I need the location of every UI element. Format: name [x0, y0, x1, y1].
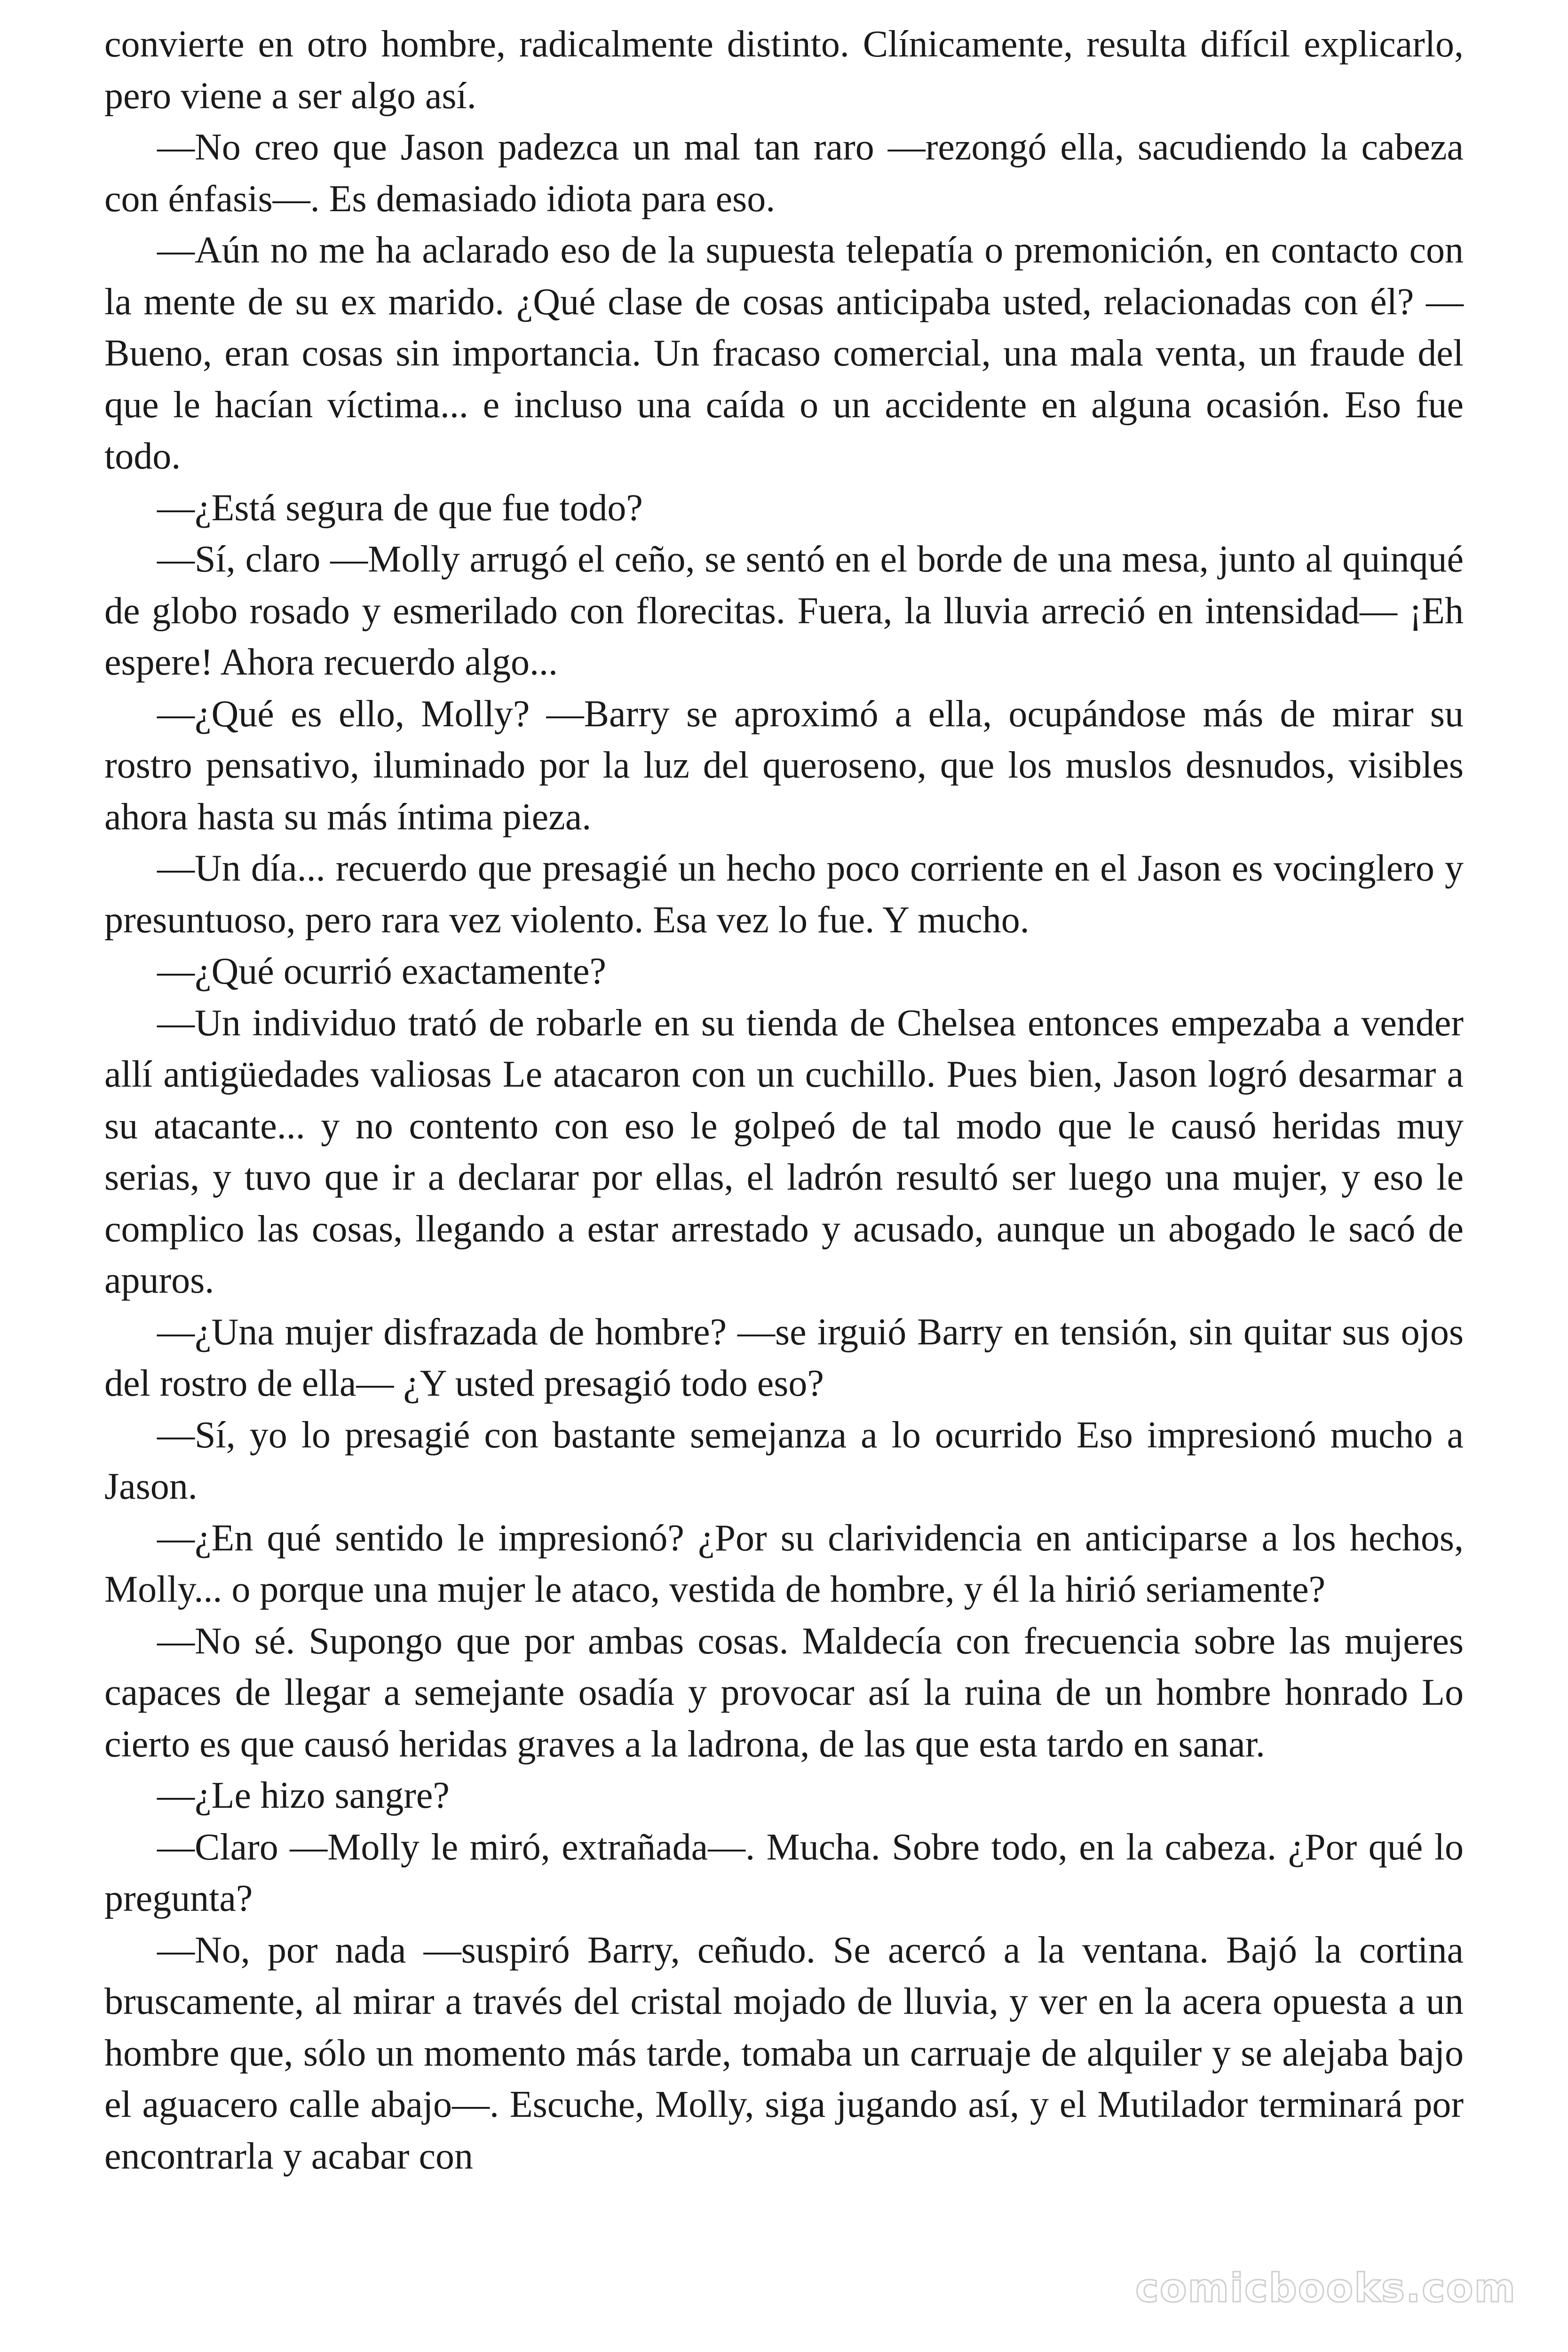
paragraph-5: —Sí, claro —Molly arrugó el ceño, se sentó en el borde de una mesa, junto al quinqué de globo rosado y esmerilado con florecitas. Fuera, la lluvia arreció en intensidad— ¡Eh espere! Ahora recuerdo algo...	[104, 539, 1464, 683]
paragraph-9: —Un individuo trató de robarle en su tienda de Chelsea entonces empezaba a vender allí antigüedades valiosas Le atacaron con un cuchillo. Pues bien, Jason logró desarmar a su atacante... y no contento con eso le golpeó de tal modo que le causó heridas muy serias, y tuvo que ir a declarar por ellas, el ladrón resultó ser luego una mujer, y eso le complico las cosas, llegando a estar arrestado y acusado, aunque un abogado le sacó de apuros.	[104, 1002, 1464, 1301]
paragraph-1: convierte en otro hombre, radicalmente distinto. Clínicamente, resulta difícil explicarlo, pero viene a ser algo así.	[104, 24, 1464, 117]
paragraph-12: —¿En qué sentido le impresionó? ¿Por su clarividencia en anticiparse a los hechos, Molly... o porque una mujer le ataco, vestida de hombre, y él la hirió seriamente?	[104, 1517, 1464, 1610]
paragraph-13: —No sé. Supongo que por ambas cosas. Maldecía con frecuencia sobre las mujeres capaces de llegar a semejante osadía y provocar así la ruina de un hombre honrado Lo cierto es que causó heridas graves a la ladrona, de las que esta tardo en sanar.	[104, 1620, 1464, 1765]
paragraph-2: —No creo que Jason padezca un mal tan raro —rezongó ella, sacudiendo la cabeza con énfasis—. Es demasiado idiota para eso.	[104, 127, 1464, 220]
watermark: comicbooks.com	[1135, 2265, 1516, 2311]
paragraph-14: —¿Le hizo sangre?	[157, 1775, 450, 1816]
paragraph-7: —Un día... recuerdo que presagié un hecho poco corriente en el Jason es vocinglero y presuntuoso, pero rara vez violento. Esa vez lo fue. Y mucho.	[104, 848, 1464, 941]
paragraph-11: —Sí, yo lo presagié con bastante semejanza a lo ocurrido Eso impresionó mucho a Jason.	[104, 1414, 1464, 1507]
paragraph-6: —¿Qué es ello, Molly? —Barry se aproximó a ella, ocupándose más de mirar su rostro pensativo, iluminado por la luz del queroseno, que los muslos desnudos, visibles ahora hasta su más íntima pieza.	[104, 693, 1464, 838]
paragraph-16: —No, por nada —suspiró Barry, ceñudo. Se acercó a la ventana. Bajó la cortina bruscamente, al mirar a través del cristal mojado de lluvia, y ver en la acera opuesta a un hombre que, sólo un momento más tarde, tomaba un carruaje de alquiler y se alejaba bajo el aguacero calle abajo—. Escuche, Molly, siga jugando así, y el Mutilador terminará por encontrarla y acabar con	[104, 1929, 1464, 2177]
page-text	[104, 19, 1464, 2182]
paragraph-15: —Claro —Molly le miró, extrañada—. Mucha. Sobre todo, en la cabeza. ¿Por qué lo pregunta?	[104, 1826, 1464, 1919]
paragraph-4: —¿Está segura de que fue todo?	[157, 487, 643, 529]
paragraph-3: —Aún no me ha aclarado eso de la supuesta telepatía o premonición, en contacto con la mente de su ex marido. ¿Qué clase de cosas anticipaba usted, relacionadas con él? —Bueno, eran cosas sin importancia. Un fracaso comercial, una mala venta, un fraude del que le hacían víctima... e incluso una caída o un accidente en alguna ocasión. Eso fue todo.	[104, 230, 1464, 477]
paragraph-10: —¿Una mujer disfrazada de hombre? —se irguió Barry en tensión, sin quitar sus ojos del rostro de ella— ¿Y usted presagió todo eso?	[104, 1311, 1464, 1404]
paragraph-8: —¿Qué ocurrió exactamente?	[157, 951, 607, 992]
